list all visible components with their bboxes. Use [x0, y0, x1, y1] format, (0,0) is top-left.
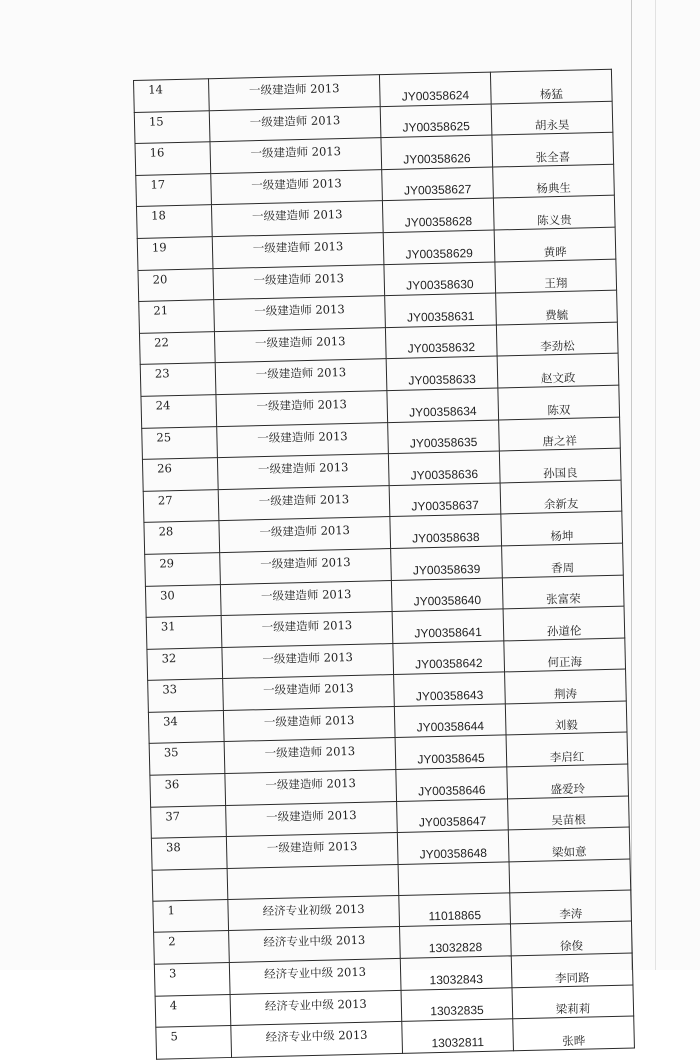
row-number: 38	[151, 837, 227, 870]
certificate-number-cell: JY00358624	[379, 72, 491, 106]
person-name-cell: 胡永昊	[491, 101, 613, 135]
certificate-number-cell: JY00358643	[394, 672, 506, 706]
certificate-table-body	[134, 69, 635, 1059]
person-name-cell: 杨坤	[501, 511, 623, 545]
certificate-table	[133, 69, 635, 1060]
page-edge-line	[655, 0, 656, 970]
person-name-cell: 李同路	[511, 953, 633, 987]
qualification-cell: 一级建造师 2013	[226, 801, 398, 837]
certificate-number-cell: JY00358629	[383, 230, 495, 264]
row-number: 32	[147, 647, 223, 680]
person-name-cell: 吴苗根	[508, 796, 630, 830]
certificate-table-wrapper	[133, 69, 612, 1051]
certificate-number-cell	[398, 862, 510, 896]
certificate-number-cell: JY00358626	[381, 135, 493, 169]
person-name-cell: 赵文政	[497, 353, 619, 387]
person-name-cell: 盛爱玲	[507, 764, 629, 798]
certificate-number-cell: JY00358645	[395, 735, 507, 769]
certificate-number-cell: JY00358627	[382, 167, 494, 201]
qualification-cell: 一级建造师 2013	[226, 833, 398, 869]
certificate-number-cell: JY00358634	[387, 388, 499, 422]
qualification-cell: 一级建造师 2013	[220, 580, 392, 616]
certificate-number-cell: JY00358640	[391, 577, 503, 611]
qualification-cell: 一级建造师 2013	[225, 770, 397, 806]
person-name-cell: 孙国良	[499, 448, 621, 482]
qualification-cell: 一级建造师 2013	[222, 643, 394, 679]
row-number: 20	[138, 268, 214, 301]
qualification-cell: 一级建造师 2013	[211, 201, 383, 237]
row-number: 23	[140, 363, 216, 396]
qualification-cell: 一级建造师 2013	[211, 169, 383, 205]
person-name-cell	[509, 859, 631, 893]
row-number: 16	[135, 142, 211, 175]
qualification-cell: 一级建造师 2013	[210, 138, 382, 174]
qualification-cell: 一级建造师 2013	[219, 517, 391, 553]
row-number: 26	[142, 458, 218, 491]
certificate-number-cell: JY00358641	[392, 609, 504, 643]
certificate-number-cell: JY00358632	[385, 325, 497, 359]
person-name-cell: 张晔	[513, 1016, 635, 1050]
certificate-number-cell: 13032835	[401, 987, 513, 1021]
row-number: 3	[154, 963, 230, 996]
certificate-number-cell: JY00358633	[386, 356, 498, 390]
row-number	[152, 868, 228, 901]
certificate-number-cell: 13032828	[400, 924, 512, 958]
certificate-number-cell: JY00358638	[390, 514, 502, 548]
row-number: 31	[146, 616, 222, 649]
certificate-number-cell: JY00358631	[385, 293, 497, 327]
person-name-cell: 徐俊	[510, 921, 632, 955]
qualification-cell: 一级建造师 2013	[213, 264, 385, 300]
certificate-number-cell: JY00358637	[389, 483, 501, 517]
qualification-cell: 一级建造师 2013	[223, 675, 395, 711]
row-number: 30	[145, 584, 221, 617]
person-name-cell: 孙道伦	[503, 606, 625, 640]
row-number: 14	[134, 79, 210, 112]
person-name-cell: 黄晔	[494, 227, 616, 261]
qualification-cell: 一级建造师 2013	[223, 706, 395, 742]
row-number: 1	[153, 899, 229, 932]
person-name-cell: 梁莉莉	[512, 985, 634, 1019]
person-name-cell: 费毓	[496, 290, 618, 324]
qualification-cell: 一级建造师 2013	[217, 422, 389, 458]
row-number: 33	[148, 679, 224, 712]
qualification-cell: 一级建造师 2013	[221, 612, 393, 648]
row-number: 37	[151, 805, 227, 838]
row-number: 19	[137, 237, 213, 270]
certificate-number-cell: JY00358636	[388, 451, 500, 485]
row-number: 5	[156, 1026, 232, 1059]
certificate-number-cell: JY00358628	[382, 198, 494, 232]
row-number: 17	[136, 173, 212, 206]
qualification-cell: 一级建造师 2013	[220, 548, 392, 584]
certificate-number-cell: JY00358625	[380, 104, 492, 138]
row-number: 4	[155, 994, 231, 1027]
page-edge-line	[631, 0, 632, 970]
row-number: 27	[143, 489, 219, 522]
qualification-cell: 一级建造师 2013	[224, 738, 396, 774]
certificate-number-cell: JY00358646	[396, 767, 508, 801]
qualification-cell: 经济专业中级 2013	[231, 1022, 403, 1058]
row-number: 15	[134, 110, 210, 143]
qualification-cell: 一级建造师 2013	[212, 233, 384, 269]
qualification-cell: 一级建造师 2013	[209, 106, 381, 142]
person-name-cell: 何正海	[504, 638, 626, 672]
certificate-number-cell: JY00358642	[393, 641, 505, 675]
qualification-cell: 一级建造师 2013	[217, 454, 389, 490]
qualification-cell	[227, 864, 399, 899]
person-name-cell: 刘毅	[505, 701, 627, 735]
qualification-cell: 一级建造师 2013	[208, 75, 380, 111]
row-number: 29	[145, 552, 221, 585]
qualification-cell: 经济专业初级 2013	[228, 895, 400, 931]
certificate-number-cell: 11018865	[399, 893, 511, 927]
qualification-cell: 一级建造师 2013	[214, 296, 386, 332]
qualification-cell: 经济专业中级 2013	[230, 990, 402, 1026]
qualification-cell: 一级建造师 2013	[216, 391, 388, 427]
certificate-number-cell: JY00358639	[391, 546, 503, 580]
qualification-cell: 经济专业中级 2013	[229, 927, 401, 963]
qualification-cell: 一级建造师 2013	[214, 327, 386, 363]
person-name-cell: 陈双	[498, 385, 620, 419]
certificate-number-cell: JY00358644	[394, 704, 506, 738]
person-name-cell: 张富荣	[502, 575, 624, 609]
qualification-cell: 一级建造师 2013	[218, 485, 390, 521]
row-number: 18	[136, 205, 212, 238]
certificate-number-cell: JY00358648	[397, 830, 509, 864]
row-number: 25	[142, 426, 218, 459]
person-name-cell: 梁如意	[508, 827, 630, 861]
certificate-number-cell: JY00358635	[388, 420, 500, 454]
person-name-cell: 杨猛	[490, 69, 612, 103]
qualification-cell: 经济专业中级 2013	[229, 958, 401, 994]
row-number: 36	[150, 774, 226, 807]
person-name-cell: 李劲松	[496, 322, 618, 356]
certificate-number-cell: JY00358630	[384, 262, 496, 296]
row-number: 22	[139, 331, 215, 364]
row-number: 28	[144, 521, 220, 554]
certificate-number-cell: JY00358647	[397, 799, 509, 833]
row-number: 34	[148, 710, 224, 743]
row-number: 24	[141, 395, 217, 428]
certificate-number-cell: 13032843	[400, 956, 512, 990]
person-name-cell: 杨典生	[493, 164, 615, 198]
person-name-cell: 余新友	[500, 480, 622, 514]
person-name-cell: 陈义贵	[493, 196, 615, 230]
certificate-number-cell: 13032811	[402, 1019, 514, 1053]
qualification-cell: 一级建造师 2013	[215, 359, 387, 395]
person-name-cell: 李涛	[510, 890, 632, 924]
row-number: 21	[139, 300, 215, 333]
person-name-cell: 李启红	[506, 733, 628, 767]
person-name-cell: 荆涛	[505, 669, 627, 703]
person-name-cell: 香周	[502, 543, 624, 577]
row-number: 2	[154, 931, 230, 964]
person-name-cell: 王翔	[495, 259, 617, 293]
row-number: 35	[149, 742, 225, 775]
person-name-cell: 张全喜	[492, 132, 614, 166]
person-name-cell: 唐之祥	[499, 417, 621, 451]
